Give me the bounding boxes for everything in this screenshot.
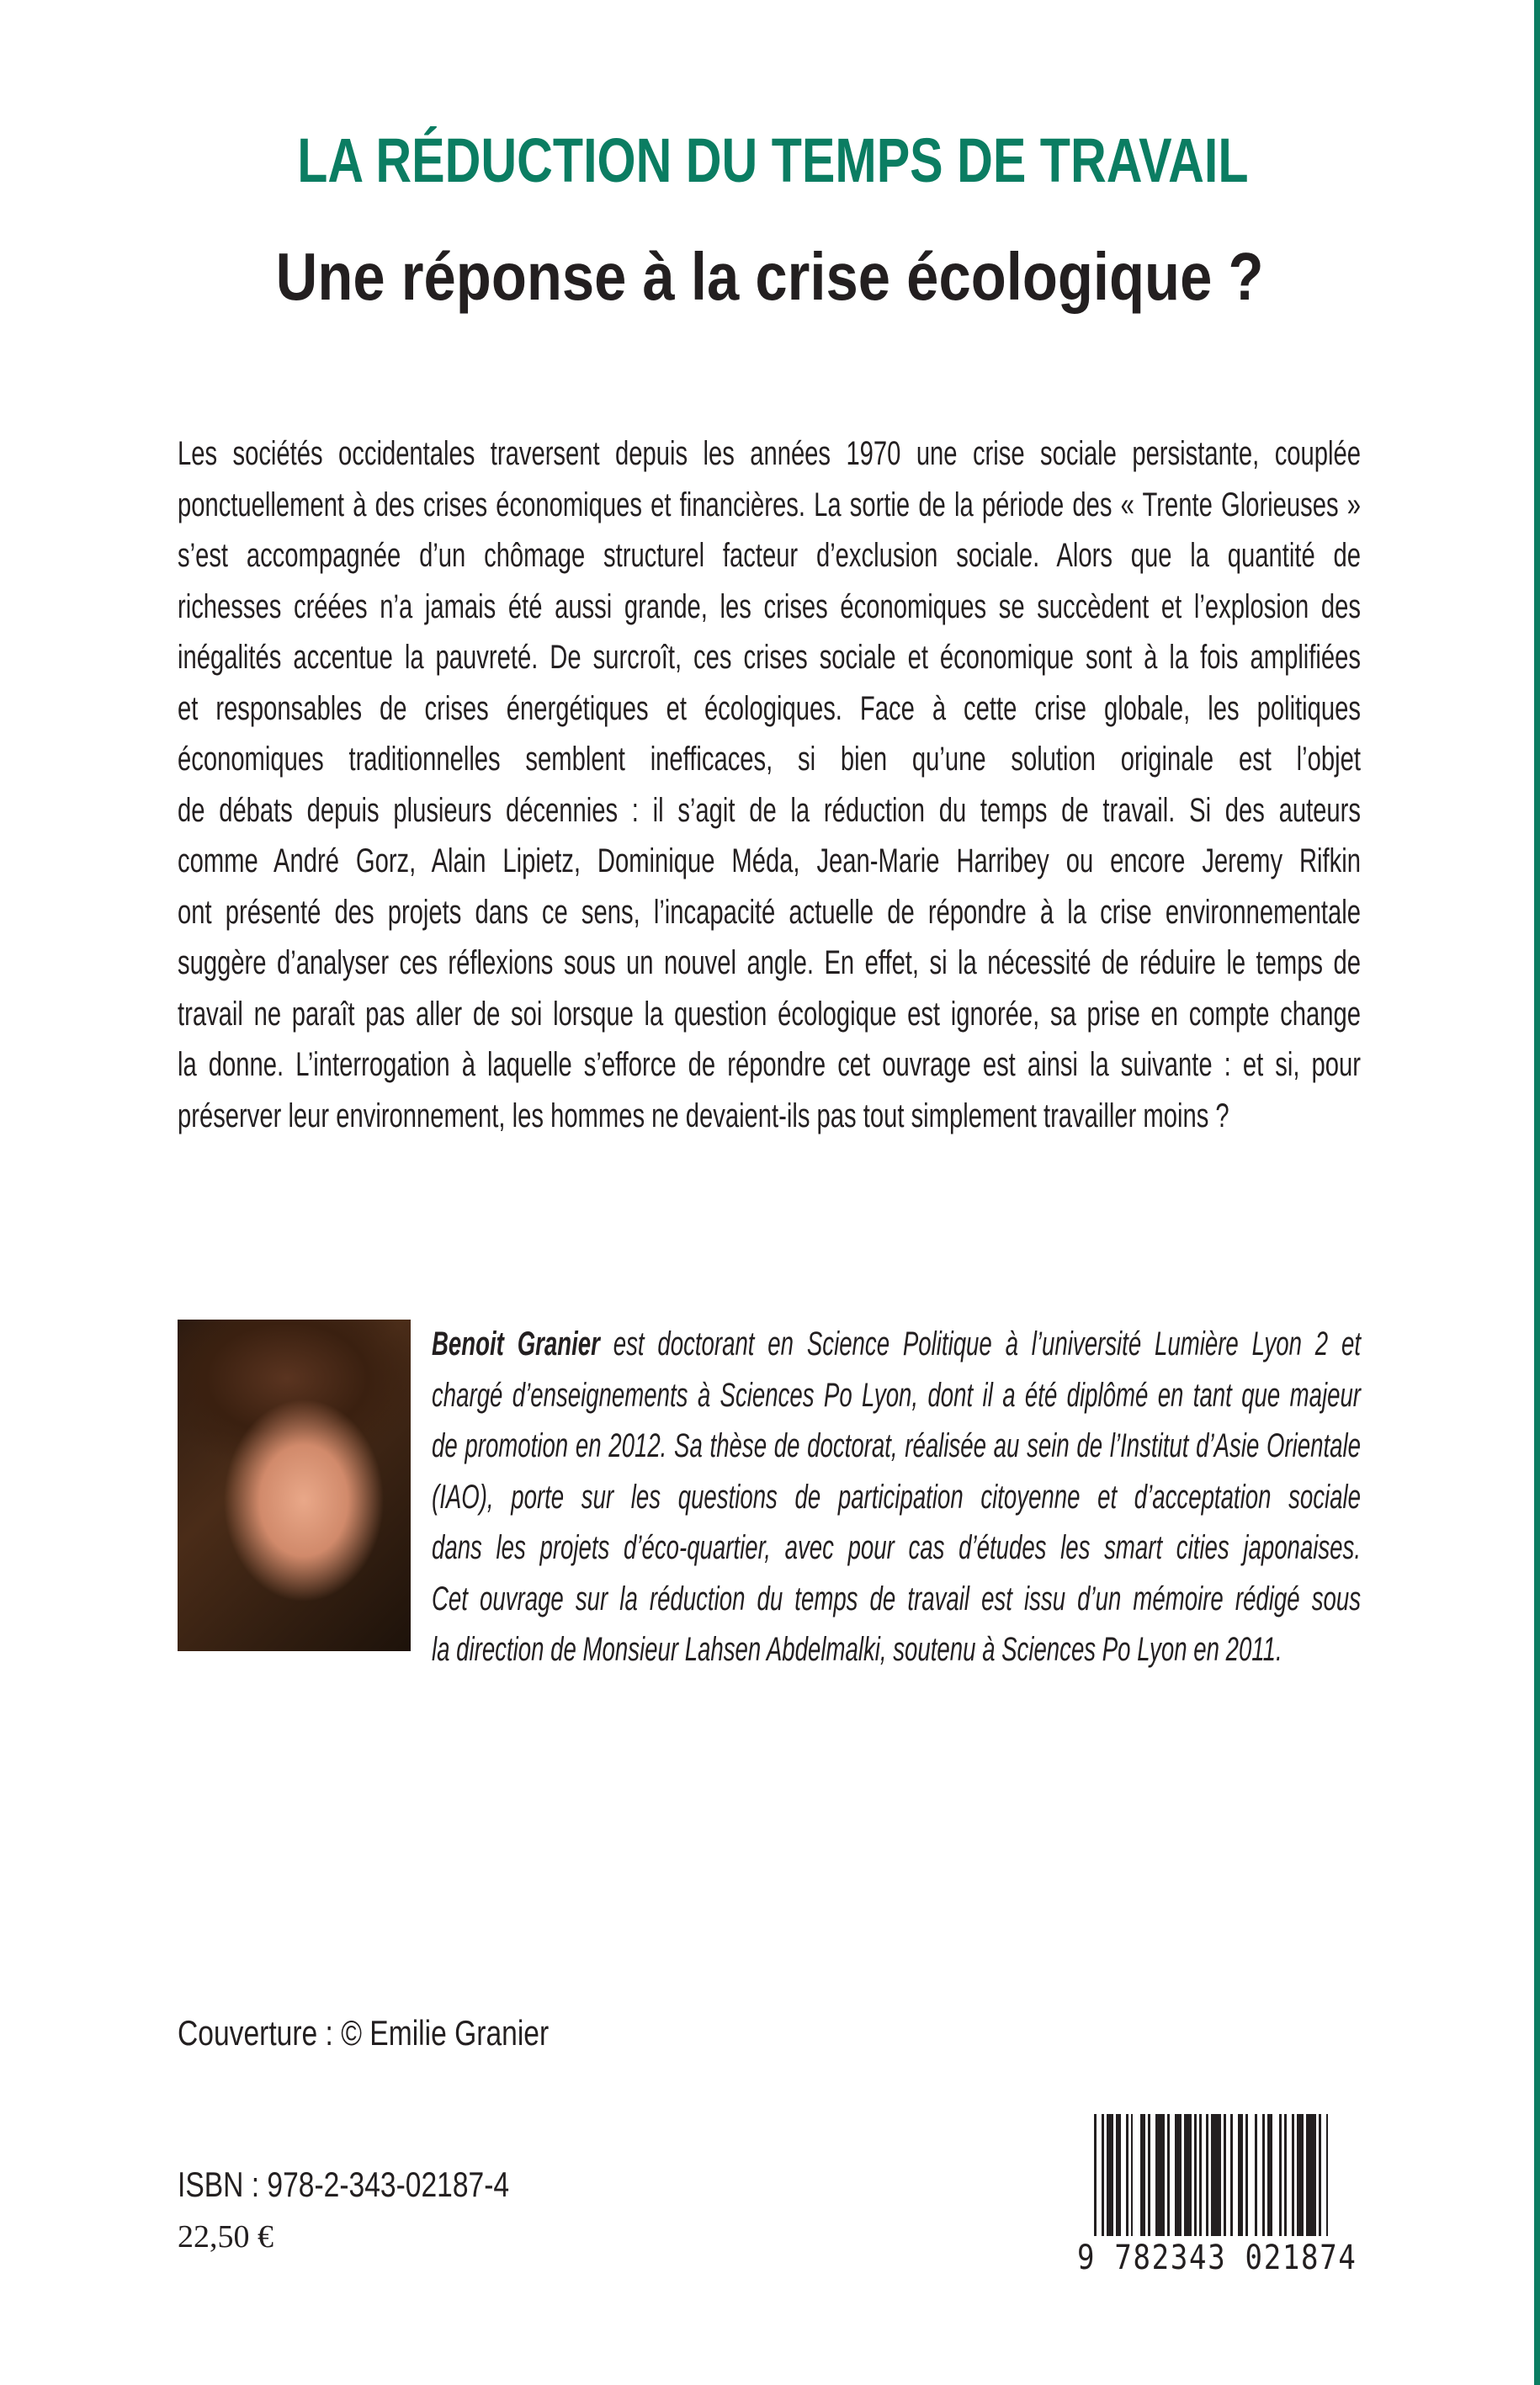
bio-line: Cet ouvrage sur la réduction du temps de travail est issu d’un mémoire rédigé sous — [432, 1580, 1361, 1617]
barcode-bar — [1102, 2114, 1104, 2236]
cover-credit: Couverture : © Emilie Granier — [178, 2013, 550, 2053]
barcode-bar — [1292, 2114, 1294, 2236]
barcode-bar — [1279, 2114, 1282, 2236]
summary-line: ponctuellement à des crises économiques et financières. La sortie de la période des « Trente Glorieuses » — [178, 486, 1361, 523]
bio-text: est doctorant en Science Politique à l’université Lumière Lyon 2 et — [599, 1325, 1361, 1362]
barcode-bar — [1094, 2114, 1097, 2236]
barcode-bar — [1199, 2114, 1202, 2236]
barcode-bar — [1167, 2114, 1170, 2236]
bio-line — [432, 1319, 1361, 1370]
summary-line: économiques traditionnelles semblent inefficaces, si bien qu’une solution originale est l’objet — [178, 741, 1361, 778]
barcode-bar — [1148, 2114, 1150, 2236]
author-name: Benoit Granier — [432, 1325, 600, 1362]
barcode-bar — [1245, 2114, 1248, 2236]
barcode-bars — [1094, 2114, 1325, 2236]
barcode-bar — [1184, 2114, 1192, 2236]
barcode-bar — [1319, 2114, 1321, 2236]
bio-line: de promotion en 2012. Sa thèse de doctorat, réalisée au sein de l’Institut d’Asie Orientale — [432, 1427, 1361, 1464]
barcode-bar — [1326, 2114, 1329, 2236]
summary-line: la donne. L’interrogation à laquelle s’efforce de répondre cet ouvrage est ainsi la suivante : et si, pour — [178, 1046, 1361, 1083]
summary-line: richesses créées n’a jamais été aussi grande, les crises économiques se succèdent et l’explosion des — [178, 587, 1361, 625]
barcode-bar — [1211, 2114, 1221, 2236]
author-bio — [432, 1319, 1361, 1676]
summary-line: et responsables de crises énergétiques et écologiques. Face à cette crise globale, les politiques — [178, 689, 1361, 727]
barcode-bar — [1255, 2114, 1257, 2236]
barcode-bar — [1194, 2114, 1197, 2236]
barcode-bar — [1230, 2114, 1233, 2236]
bio-line: chargé d’enseignements à Sciences Po Lyon, dont il a été diplômé en tant que majeur — [432, 1376, 1361, 1414]
author-photo — [178, 1320, 411, 1651]
price: 22,50 € — [178, 2219, 273, 2255]
isbn: ISBN : 978-2-343-02187-4 — [178, 2165, 510, 2204]
barcode-bar — [1107, 2114, 1114, 2236]
summary-paragraph — [178, 428, 1361, 1141]
summary-line: travail ne paraît pas aller de soi lorsque la question écologique est ignorée, sa prise en compte change — [178, 995, 1361, 1033]
barcode-bar — [1155, 2114, 1166, 2236]
barcode-bar — [1297, 2114, 1304, 2236]
summary-line: préserver leur environnement, les hommes ne devaient-ils pas tout simplement travailler moins ? — [178, 1097, 1229, 1134]
barcode-bar — [1140, 2114, 1145, 2236]
bio-line: (IAO), porte sur les questions de participation citoyenne et d’acceptation sociale — [432, 1478, 1361, 1516]
barcode-bar — [1262, 2114, 1265, 2236]
summary-line: suggère d’analyser ces réflexions sous un nouvel angle. En effet, si la nécessité de réduire le temps de — [178, 944, 1361, 981]
summary-line: ont présenté des projets dans ce sens, l’incapacité actuelle de répondre à la crise environnementale — [178, 893, 1361, 931]
summary-line: inégalités accentue la pauvreté. De surcroît, ces crises sociale et économique sont à la fois amplifiées — [178, 639, 1361, 676]
barcode-bar — [1306, 2114, 1316, 2236]
summary-line: s’est accompagnée d’un chômage structurel facteur d’exclusion sociale. Alors que la quantité de — [178, 537, 1361, 574]
barcode-bar — [1267, 2114, 1272, 2236]
barcode — [1077, 2114, 1357, 2277]
bio-line: dans les projets d’éco-quartier, avec pour cas d’études les smart cities japonaises. — [432, 1529, 1361, 1566]
barcode-bar — [1224, 2114, 1226, 2236]
barcode-bar — [1206, 2114, 1208, 2236]
book-title: LA RÉDUCTION DU TEMPS DE TRAVAIL — [297, 125, 1249, 195]
barcode-bar — [1284, 2114, 1287, 2236]
bio-line: la direction de Monsieur Lahsen Abdelmalki, soutenu à Sciences Po Lyon en 2011. — [432, 1631, 1282, 1668]
book-subtitle: Une réponse à la crise écologique ? — [275, 239, 1264, 314]
barcode-bar — [1131, 2114, 1134, 2236]
summary-line: Les sociétés occidentales traversent depuis les années 1970 une crise sociale persistante, couplée — [178, 435, 1361, 472]
summary-line: de débats depuis plusieurs décennies : il s’agit de la réduction du temps de travail. Si des auteurs — [178, 791, 1361, 829]
barcode-bar — [1116, 2114, 1121, 2236]
summary-line: comme André Gorz, Alain Lipietz, Dominique Méda, Jean-Marie Harribey ou encore Jeremy Rifkin — [178, 842, 1361, 879]
barcode-bar — [1126, 2114, 1128, 2236]
barcode-digits: 9 782343 021874 — [1077, 2239, 1357, 2277]
barcode-bar — [1175, 2114, 1182, 2236]
spine-edge-stripe — [1534, 0, 1540, 2385]
barcode-bar — [1238, 2114, 1243, 2236]
